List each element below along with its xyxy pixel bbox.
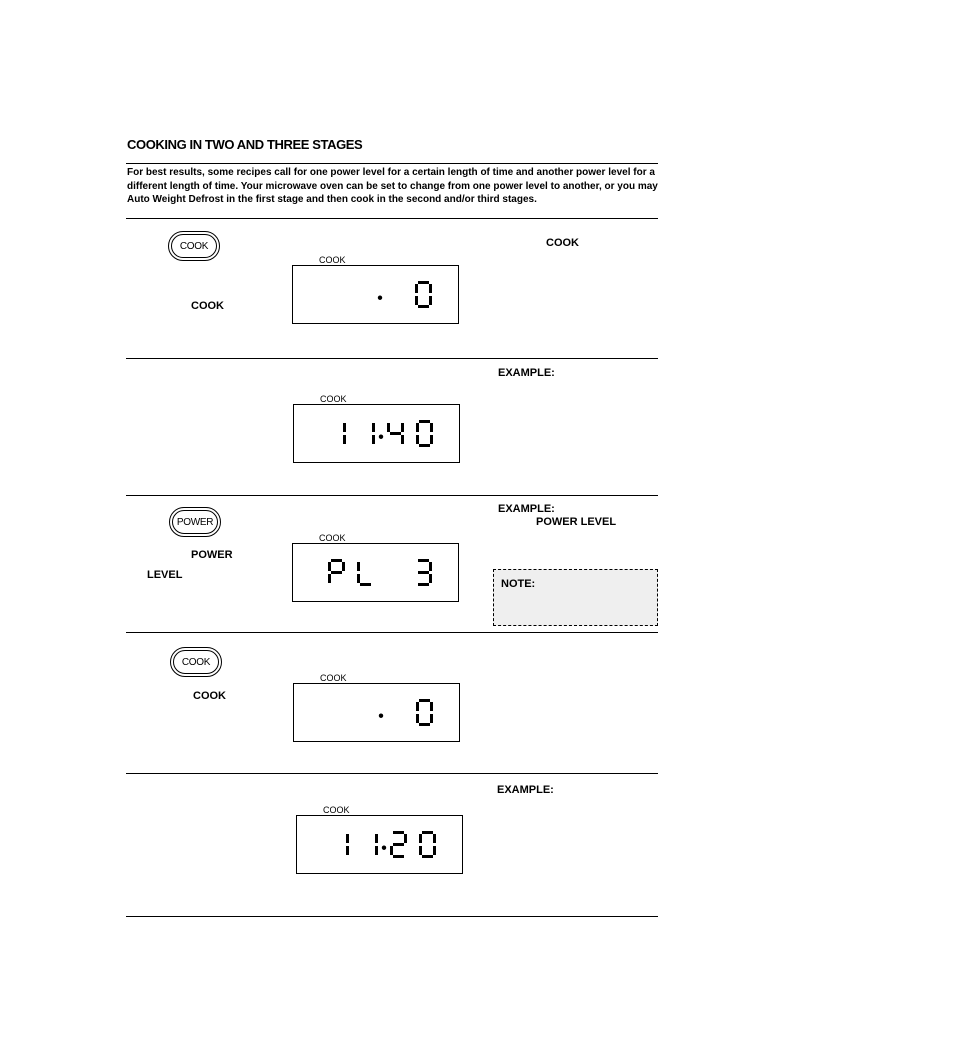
- lcd-digits: [294, 684, 459, 741]
- divider: [126, 495, 658, 496]
- lcd-segment: [360, 583, 371, 586]
- lcd-segment: [430, 714, 433, 723]
- lcd-segment: [419, 444, 430, 447]
- lcd-segment: [372, 435, 375, 444]
- lcd-segment: [416, 702, 419, 711]
- lcd-segment: [419, 846, 422, 855]
- lcd-segment: [331, 571, 342, 574]
- lcd-digits: [297, 816, 462, 873]
- lcd-segment: [418, 305, 429, 308]
- lcd-segment: [416, 714, 419, 723]
- lcd-colon-dot: [382, 846, 386, 850]
- power-level-button[interactable]: [169, 507, 221, 537]
- lcd-segment: [433, 846, 436, 855]
- lcd-segment: [375, 846, 378, 855]
- lcd-segment: [416, 423, 419, 432]
- power-button-label: POWER: [172, 510, 218, 534]
- step-label: COOK: [191, 300, 224, 312]
- lcd-segment: [401, 423, 404, 432]
- section-title: COOKING IN TWO AND THREE STAGES: [127, 137, 363, 152]
- power-level-sublabel: POWER LEVEL: [536, 516, 617, 528]
- lcd-display: [293, 683, 460, 742]
- divider: [126, 916, 658, 917]
- step-label-line1: POWER: [191, 549, 233, 561]
- lcd-segment: [419, 699, 430, 702]
- lcd-segment: [343, 423, 346, 432]
- lcd-segment: [429, 296, 432, 305]
- lcd-segment: [418, 583, 429, 586]
- lcd-segment: [328, 574, 331, 583]
- divider: [126, 773, 658, 774]
- lcd-segment: [331, 559, 342, 562]
- lcd-segment: [390, 846, 393, 855]
- lcd-segment: [328, 562, 331, 571]
- display-cook-indicator: COOK: [319, 533, 346, 543]
- divider: [126, 358, 658, 359]
- display-cook-indicator: COOK: [323, 805, 350, 815]
- lcd-segment: [418, 281, 429, 284]
- lcd-segment: [418, 559, 429, 562]
- lcd-segment: [372, 423, 375, 432]
- lcd-segment: [419, 834, 422, 843]
- lcd-colon-dot: [378, 296, 382, 300]
- lcd-segment: [429, 562, 432, 571]
- example-label: EXAMPLE:: [498, 367, 555, 379]
- lcd-digits: [293, 266, 458, 323]
- lcd-segment: [393, 843, 404, 846]
- lcd-segment: [418, 571, 429, 574]
- cook-button-label: COOK: [173, 650, 219, 674]
- lcd-segment: [433, 834, 436, 843]
- lcd-segment: [346, 846, 349, 855]
- lcd-segment: [393, 855, 404, 858]
- lcd-segment: [404, 834, 407, 843]
- lcd-segment: [429, 574, 432, 583]
- lcd-display: [292, 543, 459, 602]
- lcd-segment: [422, 855, 433, 858]
- display-cook-indicator: COOK: [320, 673, 347, 683]
- lcd-segment: [422, 831, 433, 834]
- lcd-segment: [416, 435, 419, 444]
- lcd-segment: [430, 702, 433, 711]
- lcd-segment: [343, 435, 346, 444]
- note-box: [493, 569, 658, 626]
- lcd-segment: [375, 834, 378, 843]
- step-label-line2: LEVEL: [147, 569, 183, 581]
- divider: [126, 163, 658, 164]
- lcd-segment: [342, 562, 345, 571]
- lcd-display: [292, 265, 459, 324]
- lcd-segment: [415, 296, 418, 305]
- lcd-display: [296, 815, 463, 874]
- lcd-digits: [294, 405, 459, 462]
- step-label: COOK: [193, 690, 226, 702]
- divider: [126, 632, 658, 633]
- cook-button[interactable]: [168, 231, 220, 261]
- step-instruction-label: COOK: [546, 237, 579, 249]
- lcd-segment: [430, 423, 433, 432]
- lcd-segment: [387, 423, 390, 432]
- lcd-segment: [390, 432, 401, 435]
- lcd-colon-dot: [379, 435, 383, 439]
- cook-button-label: COOK: [171, 234, 217, 258]
- lcd-segment: [419, 723, 430, 726]
- lcd-segment: [393, 831, 404, 834]
- lcd-segment: [415, 284, 418, 293]
- lcd-segment: [430, 435, 433, 444]
- intro-paragraph: For best results, some recipes call for one power level for a certain length of time and another power level for a different length of time. Your microwave oven can be set to change from one power level to another, or you may Auto Weight Defrost in the first stage and then cook in the second and/or third stages.: [127, 167, 658, 205]
- display-cook-indicator: COOK: [320, 394, 347, 404]
- lcd-segment: [429, 284, 432, 293]
- note-label: NOTE:: [501, 578, 536, 590]
- lcd-digits: [293, 544, 458, 601]
- display-cook-indicator: COOK: [319, 255, 346, 265]
- lcd-segment: [357, 562, 360, 571]
- lcd-segment: [346, 834, 349, 843]
- lcd-segment: [357, 574, 360, 583]
- example-label: EXAMPLE:: [498, 503, 555, 515]
- lcd-display: [293, 404, 460, 463]
- divider: [126, 218, 658, 219]
- example-label: EXAMPLE:: [497, 784, 554, 796]
- cook-button[interactable]: [170, 647, 222, 677]
- lcd-segment: [419, 420, 430, 423]
- lcd-segment: [401, 435, 404, 444]
- lcd-colon-dot: [379, 714, 383, 718]
